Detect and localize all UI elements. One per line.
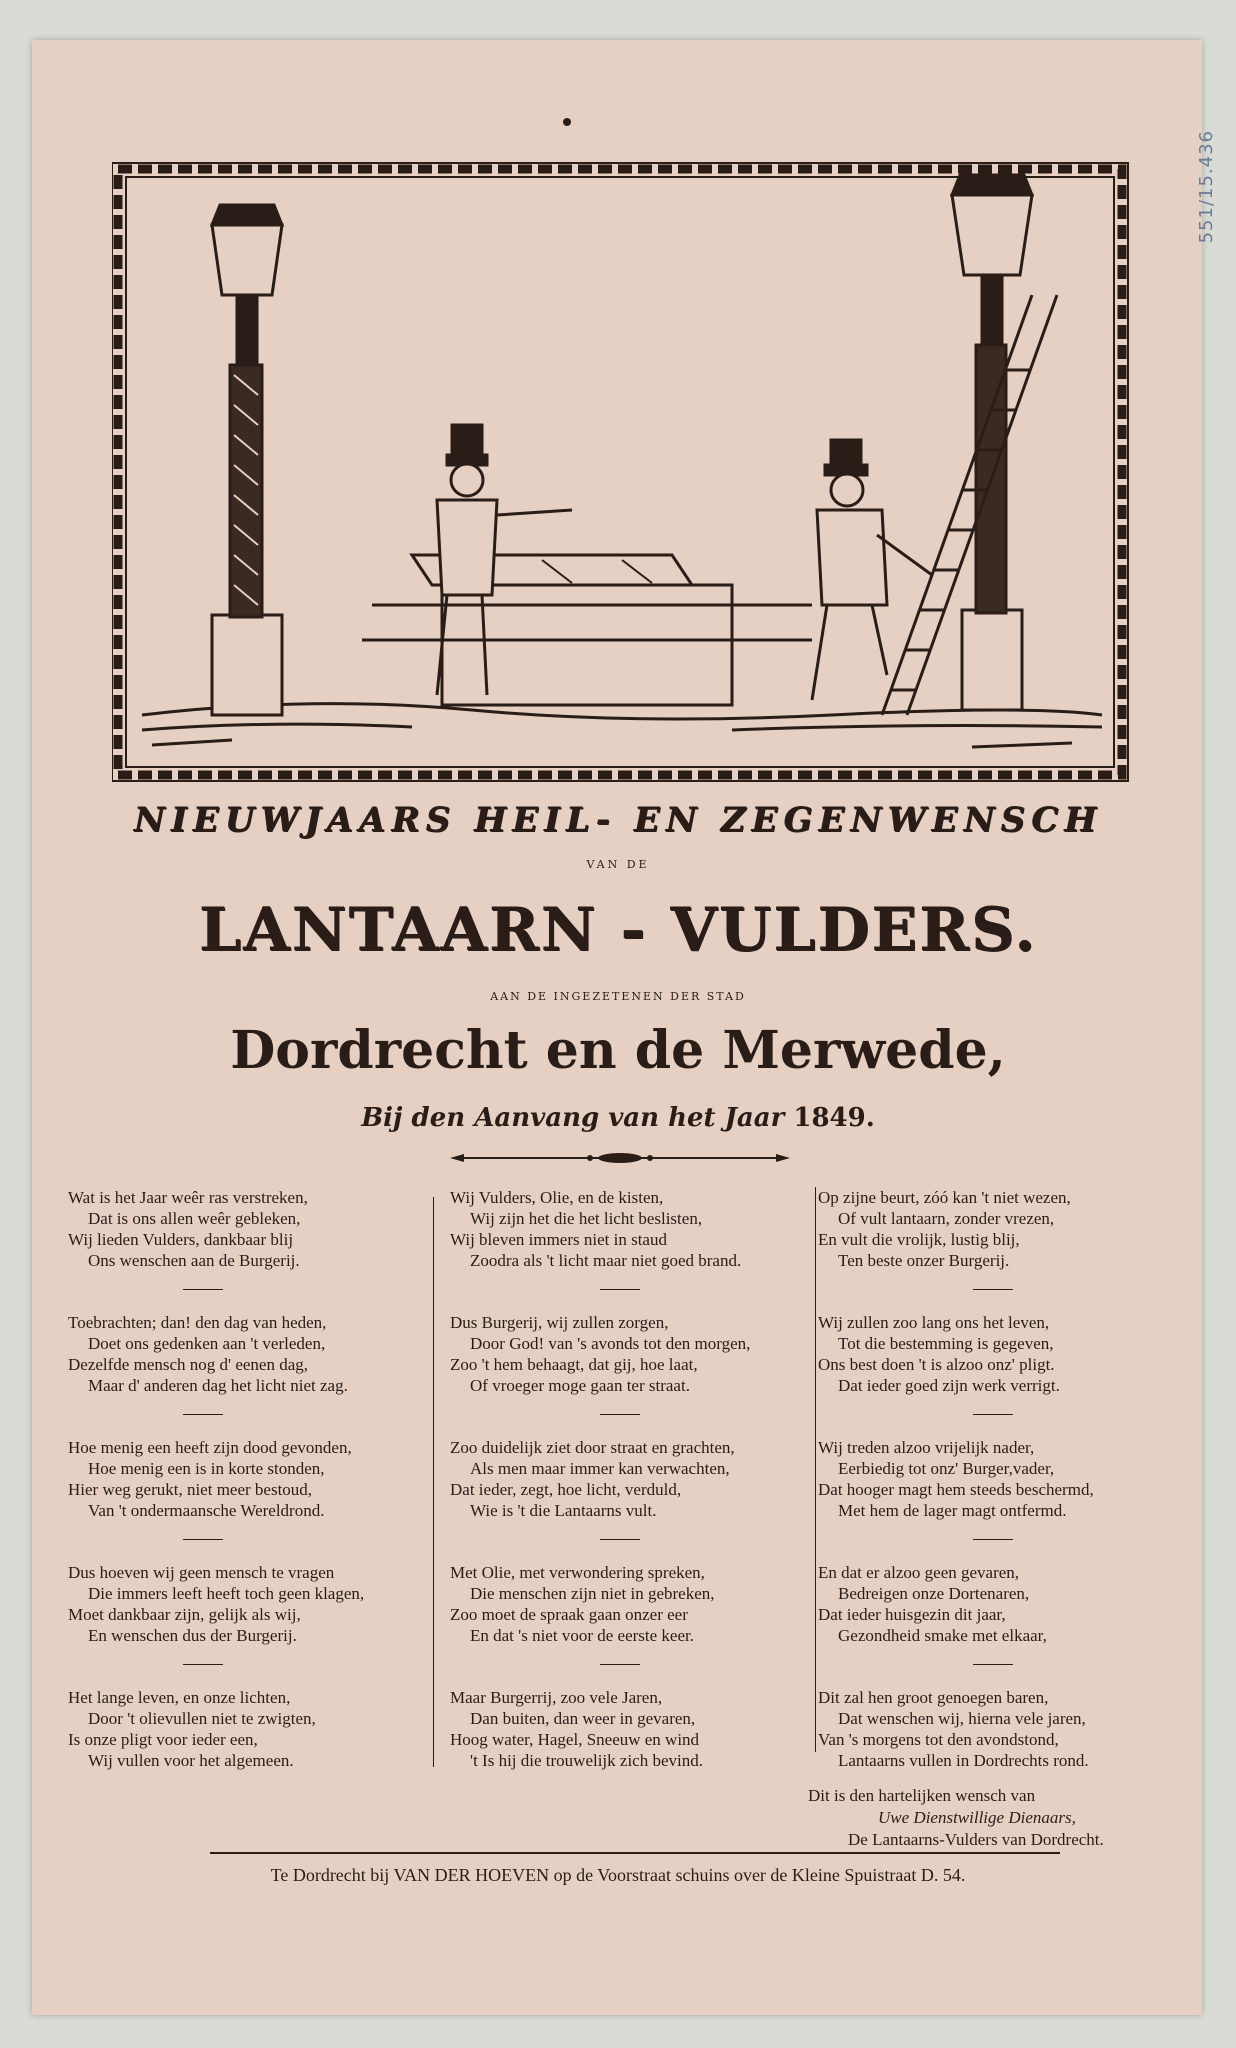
verse-line: Als men maar immer kan verwachten, <box>470 1459 730 1478</box>
verse-line: Wij treden alzoo vrijelijk nader, <box>818 1438 1035 1457</box>
printer-imprint: Te Dordrecht bij VAN DER HOEVEN op de Voorstraat schuins over de Kleine Spuistraat D. 54. <box>270 1865 966 1885</box>
verse-line: Maar Burgerrij, zoo vele Jaren, <box>450 1688 663 1707</box>
stanza <box>818 1312 1198 1396</box>
verse-line: En wenschen dus der Burgerij. <box>88 1626 297 1645</box>
stanza-separator <box>973 1289 1013 1290</box>
stanza <box>450 1562 830 1646</box>
verse-line: Hoog water, Hagel, Sneeuw en wind <box>450 1730 700 1749</box>
right-lamppost <box>952 175 1032 710</box>
verse-line: Met Olie, met verwondering spreken, <box>450 1563 705 1582</box>
title-van-de: VAN DE <box>586 858 650 871</box>
verse-line: Met hem de lager magt ontfermd. <box>838 1501 1067 1520</box>
verse-line: Ons best doen 't is alzoo onz' pligt. <box>818 1355 1055 1374</box>
verse-line: Ons wenschen aan de Burgerij. <box>88 1251 300 1270</box>
verse-line: Hoe menig een is in korte stonden, <box>88 1459 325 1478</box>
verse-line: Dat ieder goed zijn werk verrigt. <box>838 1376 1060 1395</box>
verse-line: Of vroeger moge gaan ter straat. <box>470 1376 690 1395</box>
stanza <box>818 1437 1198 1521</box>
stanza <box>450 1187 830 1271</box>
verse-line: Wie is 't die Lantaarns vult. <box>470 1501 657 1520</box>
verse-line: Wij zijn het die het licht beslisten, <box>470 1209 703 1228</box>
verse-line: Wij zullen zoo lang ons het leven, <box>818 1313 1050 1332</box>
verse-line: Dat is ons allen weêr gebleken, <box>88 1209 301 1228</box>
stanza-separator <box>973 1664 1013 1665</box>
stanza-separator <box>183 1414 223 1415</box>
stanza <box>68 1687 448 1771</box>
imprint-rule <box>210 1852 1060 1854</box>
stanza <box>818 1562 1198 1646</box>
title-new-year-wish: NIEUWJAARS HEIL- EN ZEGENWENSCH <box>133 800 1103 840</box>
verse-line: Zoo duidelijk ziet door straat en grachten, <box>450 1438 735 1457</box>
stanza-separator <box>973 1539 1013 1540</box>
verse-line: En vult die vrolijk, lustig blij, <box>818 1230 1020 1249</box>
stanza-separator <box>600 1664 640 1665</box>
verse-line: Lantaarns vullen in Dordrechts rond. <box>838 1751 1089 1770</box>
verse-line: Wij vullen voor het algemeen. <box>88 1751 294 1770</box>
verse-line: Ten beste onzer Burgerij. <box>838 1251 1010 1270</box>
stanza-separator <box>973 1414 1013 1415</box>
stanza <box>450 1687 830 1771</box>
verse-line: Dezelfde mensch nog d' eenen dag, <box>68 1355 309 1374</box>
verse-line: Op zijne beurt, zóó kan 't niet wezen, <box>818 1188 1071 1207</box>
verse-line: Eerbiedig tot onz' Burger,vader, <box>838 1459 1055 1478</box>
title-dordrecht: Dordrecht en de Merwede, <box>230 1020 1006 1081</box>
verse-line: Dat wenschen wij, hierna vele jaren, <box>838 1709 1086 1728</box>
ground <box>142 704 1102 747</box>
title-lantaarn-vulders: LANTAARN - VULDERS. <box>198 895 1038 965</box>
poem-column-3 <box>808 1187 1198 1851</box>
verse-line: Zoo 't hem behaagt, dat gij, hoe laat, <box>450 1355 698 1374</box>
stanza <box>450 1312 830 1396</box>
signature-line-1: Dit is den hartelijken wensch van <box>808 1786 1036 1805</box>
poem-columns <box>60 1187 1180 1849</box>
left-lamppost <box>212 205 282 715</box>
verse-line: Doet ons gedenken aan 't verleden, <box>88 1334 326 1353</box>
stanza-separator <box>183 1664 223 1665</box>
verse-line: Dit zal hen groot genoegen baren, <box>818 1688 1049 1707</box>
poem-column-1 <box>68 1187 448 1771</box>
verse-line: Is onze pligt voor ieder een, <box>68 1730 258 1749</box>
title-year-line <box>0 1103 1236 1133</box>
signature-block <box>808 1785 1198 1851</box>
verse-line: Tot die bestemming is gegeven, <box>838 1334 1054 1353</box>
verse-line: Toebrachten; dan! den dag van heden, <box>68 1313 327 1332</box>
year-line-year: 1849. <box>793 1103 875 1133</box>
verse-line: Van 's morgens tot den avondstond, <box>818 1730 1059 1749</box>
verse-line: En dat er alzoo geen gevaren, <box>818 1563 1020 1582</box>
verse-line: Dat ieder huisgezin dit jaar, <box>818 1605 1006 1624</box>
verse-line: Door God! van 's avonds tot den morgen, <box>470 1334 751 1353</box>
verse-line: Wij lieden Vulders, dankbaar blij <box>68 1230 294 1249</box>
stanza <box>68 1437 448 1521</box>
verse-line: Die immers leeft heeft toch geen klagen, <box>88 1584 365 1603</box>
poem-column-2 <box>450 1187 830 1771</box>
stanza <box>68 1562 448 1646</box>
verse-line: Van 't ondermaansche Wereldrond. <box>88 1501 325 1520</box>
verse-line: En dat 's niet voor de eerste keer. <box>470 1626 694 1645</box>
signature-line-2: Uwe Dienstwillige Dienaars, <box>878 1808 1076 1827</box>
verse-line: Dat hooger magt hem steeds beschermd, <box>818 1480 1094 1499</box>
print-dot <box>563 118 571 126</box>
verse-line: Het lange leven, en onze lichten, <box>68 1688 291 1707</box>
verse-line: Dan buiten, dan weer in gevaren, <box>470 1709 696 1728</box>
stanza-separator <box>600 1414 640 1415</box>
ornament-divider <box>450 1150 790 1166</box>
woodcut-illustration <box>112 155 1132 790</box>
stanza <box>818 1187 1198 1271</box>
verse-line: Dus hoeven wij geen mensch te vragen <box>68 1563 335 1582</box>
verse-line: Door 't olievullen niet te zwigten, <box>88 1709 316 1728</box>
verse-line: Wij bleven immers niet in staud <box>450 1230 667 1249</box>
title-addressees: AAN DE INGEZETENEN DER STAD <box>490 990 746 1003</box>
verse-line: Bedreigen onze Dortenaren, <box>838 1584 1030 1603</box>
verse-line: 't Is hij die trouwelijk zich bevind. <box>470 1751 703 1770</box>
oil-cart <box>362 555 812 705</box>
lamplighter-right <box>812 440 932 700</box>
year-line-text: Bij den Aanvang van het Jaar <box>361 1103 785 1133</box>
verse-line: Dus Burgerij, wij zullen zorgen, <box>450 1313 669 1332</box>
stanza <box>68 1312 448 1396</box>
stanza <box>68 1187 448 1271</box>
stanza <box>818 1687 1198 1771</box>
stanza-separator <box>183 1539 223 1540</box>
stanza-separator <box>600 1539 640 1540</box>
verse-line: Moet dankbaar zijn, gelijk als wij, <box>68 1605 301 1624</box>
verse-line: Zoo moet de spraak gaan onzer eer <box>450 1605 688 1624</box>
verse-line: Wat is het Jaar weêr ras verstreken, <box>68 1188 308 1207</box>
verse-line: Wij Vulders, Olie, en de kisten, <box>450 1188 664 1207</box>
stanza-separator <box>183 1289 223 1290</box>
verse-line: Hier weg gerukt, niet meer bestoud, <box>68 1480 313 1499</box>
verse-line: Die menschen zijn niet in gebreken, <box>470 1584 715 1603</box>
verse-line: Gezondheid smake met elkaar, <box>838 1626 1047 1645</box>
verse-line: Of vult lantaarn, zonder vrezen, <box>838 1209 1055 1228</box>
verse-line: Hoe menig een heeft zijn dood gevonden, <box>68 1438 352 1457</box>
verse-line: Zoodra als 't licht maar niet goed brand. <box>470 1251 742 1270</box>
verse-line: Dat ieder, zegt, hoe licht, verduld, <box>450 1480 682 1499</box>
verse-line: Maar d' anderen dag het licht niet zag. <box>88 1376 348 1395</box>
stanza <box>450 1437 830 1521</box>
archive-pencil-note: 551/15.436 <box>1196 130 1217 244</box>
signature-line-3: De Lantaarns-Vulders van Dordrecht. <box>848 1830 1104 1849</box>
stanza-separator <box>600 1289 640 1290</box>
